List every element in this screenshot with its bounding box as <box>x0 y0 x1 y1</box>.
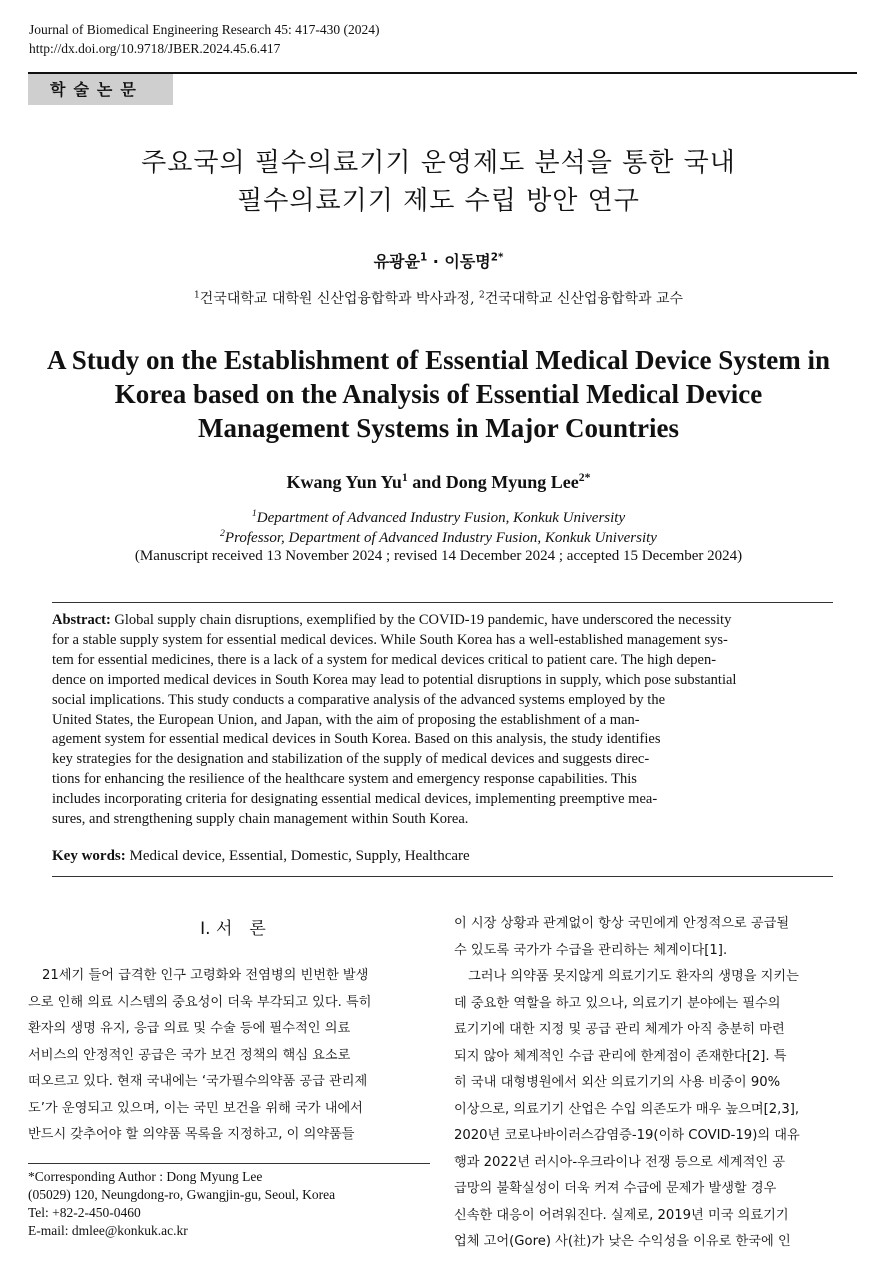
journal-citation: Journal of Biomedical Engineering Research 45: 417-430 (2024) <box>29 22 380 37</box>
abstract-line: social implications. This study conducts a comparative analysis of the advanced systems employed by the <box>52 691 666 708</box>
left-column <box>28 963 438 1149</box>
body-line: 히 국내 대형병원에서 외산 의료기기의 사용 비중이 90% <box>454 1075 781 1090</box>
english-authors <box>0 472 877 493</box>
korean-author2: 이동명 <box>444 252 491 271</box>
abstract-bottom-rule <box>52 876 833 877</box>
korean-affil1: 건국대학교 대학원 신산업융합학과 박사과정, <box>199 291 475 307</box>
abstract <box>52 611 832 830</box>
body-line: 서비스의 안정적인 공급은 국가 보건 정책의 핵심 요소로 <box>28 1047 351 1063</box>
body-line: 21세기 들어 급격한 인구 고령화와 전염병의 빈번한 발생 <box>42 968 369 983</box>
english-affiliation2 <box>0 528 877 548</box>
journal-header <box>29 20 380 58</box>
corresponding-author-footnote <box>28 1168 438 1240</box>
author-tel: Tel: +82-2-450-0460 <box>28 1205 141 1220</box>
english-author1-sup: 1 <box>401 471 408 484</box>
english-author2-sup: 2* <box>578 471 591 484</box>
abstract-line: United States, the European Union, and Japan, with the aim of proposing the establishment of a man- <box>52 711 640 728</box>
abstract-line: key strategies for the designation and stabilization of the supply of medical devices and suggests direc- <box>52 751 650 768</box>
korean-affil1-sup: 1 <box>193 290 200 301</box>
body-line: 떠오르고 있다. 현재 국내에는 ‘국가필수의약품 공급 관리제 <box>28 1074 368 1089</box>
abstract-top-rule <box>52 602 833 603</box>
body-line: 으로 인해 의료 시스템의 중요성이 더욱 부각되고 있다. 특히 <box>28 994 372 1010</box>
body-line: 환자의 생명 유지, 응급 의료 및 수술 등에 필수적인 의료 <box>28 1021 351 1036</box>
abstract-line: includes incorporating criteria for designating essential medical devices, implementing preemptive mea- <box>52 791 658 808</box>
body-line: 신속한 대응이 어려워진다. 실제로, 2019년 미국 의료기기 <box>454 1207 789 1223</box>
section-badge: 학술논문 <box>28 74 173 105</box>
english-affil1-sup: 1 <box>251 508 257 519</box>
abstract-line: tions for enhancing the resilience of the healthcare system and emergency response capabilities. This <box>52 771 637 788</box>
korean-title <box>0 144 877 220</box>
abstract-line: agement system for essential medical devices in South Korea. Based on this analysis, the study identifies <box>52 731 661 748</box>
keywords-text: Medical device, Essential, Domestic, Supply, Healthcare <box>129 848 470 864</box>
author-address: (05029) 120, Neungdong-ro, Gwangjin-gu, Seoul, Korea <box>28 1187 336 1202</box>
english-affil2-sup: 2 <box>220 528 225 539</box>
body-line: 수 있도록 국가가 수급을 관리하는 체계이다[1]. <box>454 942 728 958</box>
doi-link[interactable]: http://dx.doi.org/10.9718/JBER.2024.45.6.417 <box>29 41 281 56</box>
body-line: 도’가 운영되고 있으며, 이는 국민 보건을 위해 국가 내에서 <box>28 1100 363 1116</box>
korean-affil2: 건국대학교 신산업융합학과 교수 <box>484 291 684 307</box>
english-affil1: Department of Advanced Industry Fusion, Konkuk University <box>256 510 626 526</box>
korean-authors <box>0 249 877 272</box>
author-email[interactable]: E-mail: dmlee@konkuk.ac.kr <box>28 1223 188 1238</box>
body-line: 행과 2022년 러시아-우크라이나 전쟁 등으로 세계적인 공 <box>454 1154 785 1170</box>
korean-affiliations <box>0 288 877 308</box>
right-column <box>454 911 857 1256</box>
korean-affil2-sup: 2 <box>478 290 485 301</box>
body-line: 2020년 코로나바이러스감염증-19(이하 COVID-19)의 대유 <box>454 1128 800 1143</box>
korean-author1: 유광윤 <box>373 252 420 271</box>
english-author2: Dong Myung Lee <box>445 472 579 492</box>
footnote-rule <box>28 1163 430 1164</box>
abstract-line: Abstract: Global supply chain disruptions, exemplified by the COVID-19 pandemic, have underscored the necessity <box>52 612 732 628</box>
keywords-label: Key words: <box>52 848 126 864</box>
english-author1: Kwang Yun Yu <box>286 472 402 492</box>
manuscript-dates: (Manuscript received 13 November 2024 ; revised 14 December 2024 ; accepted 15 December 2024) <box>134 548 743 564</box>
body-line: 그러나 의약품 못지않게 의료기기도 환자의 생명을 지키는 <box>468 969 799 984</box>
english-affil2: Professor, Department of Advanced Industry Fusion, Konkuk University <box>224 530 657 546</box>
english-title-line1: A Study on the Establishment of Essential Medical Device System in <box>46 345 831 375</box>
english-title <box>20 343 857 445</box>
korean-author2-sup: 2* <box>490 251 504 264</box>
abstract-line: tem for essential medicines, there is a lack of a system for medical devices critical to patient care. The high depen- <box>52 651 717 668</box>
section-heading-introduction: I. 서 론 <box>200 919 266 939</box>
body-line: 이상으로, 의료기기 산업은 수입 의존도가 매우 높으며[2,3], <box>454 1101 800 1117</box>
abstract-line: sures, and strengthening supply chain management within South Korea. <box>52 811 469 828</box>
abstract-label: Abstract: <box>52 612 111 628</box>
english-title-line2: Korea based on the Analysis of Essential Medical Device <box>114 379 763 409</box>
keywords <box>52 848 832 865</box>
body-line: 이 시장 상황과 관계없이 항상 국민에게 안정적으로 공급될 <box>454 916 790 931</box>
korean-title-line2: 필수의료기기 제도 수립 방안 연구 <box>237 186 640 216</box>
korean-author-separator: · <box>427 252 445 271</box>
body-line: 료기기에 대한 지정 및 공급 관리 체계가 아직 충분히 마련 <box>454 1022 785 1037</box>
body-line: 업체 고어(Gore) 사(社)가 낮은 수익성을 이유로 한국에 인 <box>454 1234 791 1249</box>
korean-author1-sup: 1 <box>419 251 428 264</box>
korean-title-line1: 주요국의 필수의료기기 운영제도 분석을 통한 국내 <box>141 148 736 178</box>
body-line: 데 중요한 역할을 하고 있으나, 의료기기 분야에는 필수의 <box>454 995 781 1011</box>
english-affiliation1 <box>0 508 877 528</box>
english-title-line3: Management Systems in Major Countries <box>198 413 679 443</box>
body-line: 되지 않아 체계적인 수급 관리에 한계점이 존재한다[2]. 특 <box>454 1048 787 1064</box>
body-line: 급망의 불확실성이 더욱 커져 수급에 문제가 발생할 경우 <box>454 1181 777 1196</box>
abstract-line: dence on imported medical devices in South Korea may lead to potential disruptions in supply, which pose substantial <box>52 671 737 688</box>
abstract-line: for a stable supply system for essential medical devices. While South Korea has a well-established management sys- <box>52 631 728 648</box>
corresponding-author: *Corresponding Author : Dong Myung Lee <box>28 1169 263 1184</box>
english-author-and: and <box>407 472 446 492</box>
body-line: 반드시 갖추어야 할 의약품 목록을 지정하고, 이 의약품들 <box>28 1127 355 1142</box>
